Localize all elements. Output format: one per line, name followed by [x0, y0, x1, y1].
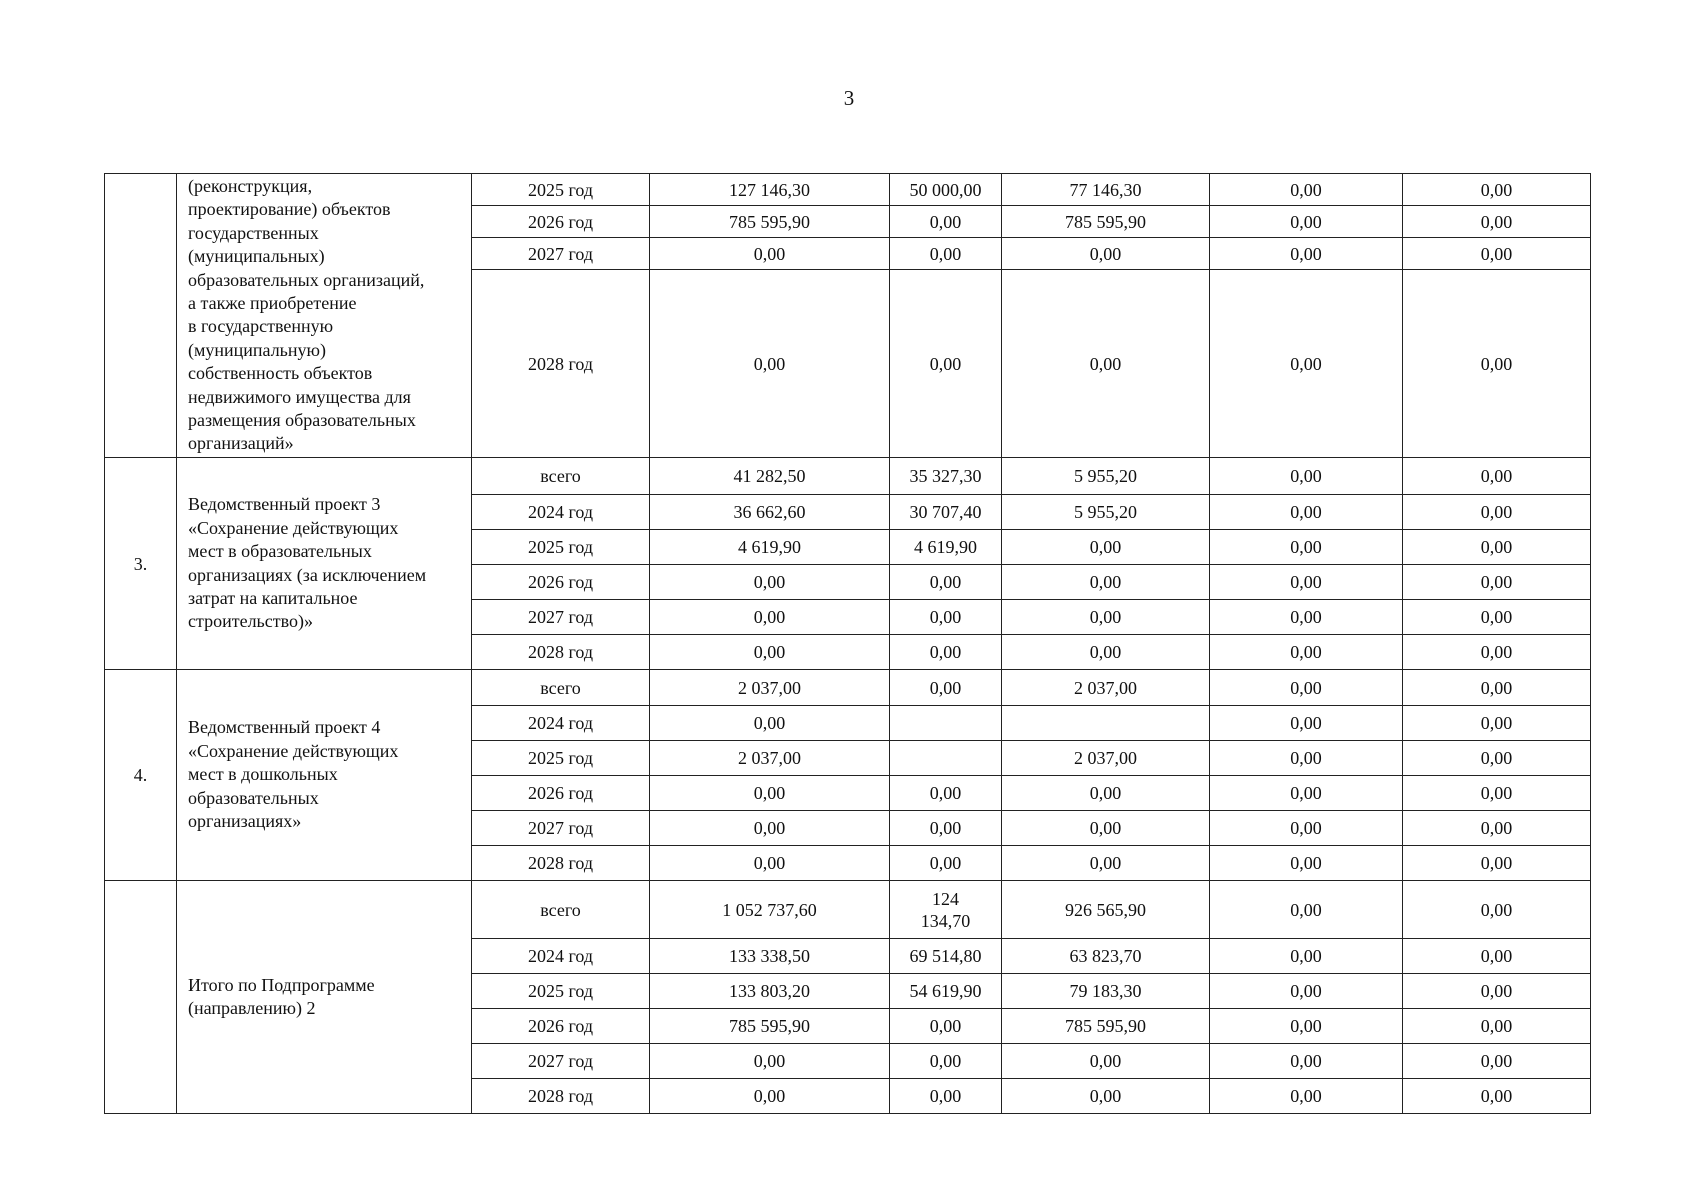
value-cell: 0,00 [1210, 974, 1403, 1009]
value-line: 124 [932, 888, 959, 909]
period-cell: 2027 год [472, 811, 650, 846]
value-cell: 0,00 [1403, 458, 1591, 495]
item-name-line: организациях (за исключением [188, 564, 427, 585]
value-cell: 0,00 [890, 1079, 1002, 1114]
value-cell: 79 183,30 [1002, 974, 1210, 1009]
value-cell: 785 595,90 [1002, 1009, 1210, 1044]
item-name-line: недвижимого имущества для [188, 386, 411, 407]
value-cell: 0,00 [1210, 600, 1403, 635]
value-cell: 0,00 [1403, 635, 1591, 670]
period-cell: 2028 год [472, 846, 650, 881]
value-cell: 0,00 [890, 270, 1002, 458]
value-cell: 0,00 [1403, 706, 1591, 741]
value-cell: 63 823,70 [1002, 939, 1210, 974]
value-cell [1002, 706, 1210, 741]
period-cell: 2025 год [472, 174, 650, 206]
total-cell: 4 619,90 [650, 530, 890, 565]
value-cell: 0,00 [890, 238, 1002, 270]
item-name-line: образовательных организаций, [188, 269, 425, 290]
value-cell: 4 619,90 [890, 530, 1002, 565]
value-cell: 0,00 [890, 670, 1002, 706]
value-cell: 0,00 [1403, 1079, 1591, 1114]
value-cell: 0,00 [890, 1044, 1002, 1079]
table-group [105, 881, 1591, 1114]
item-name-line: организаций» [188, 433, 294, 454]
value-cell: 0,00 [1210, 1009, 1403, 1044]
value-cell: 0,00 [1403, 974, 1591, 1009]
value-cell: 0,00 [1210, 635, 1403, 670]
table-row [105, 174, 1591, 206]
period-cell: 2025 год [472, 741, 650, 776]
item-name-line: (направлению) 2 [188, 998, 316, 1018]
value-cell: 0,00 [1403, 206, 1591, 238]
total-cell: 785 595,90 [650, 1009, 890, 1044]
total-cell: 0,00 [650, 270, 890, 458]
table-row [105, 458, 1591, 495]
value-cell: 0,00 [1403, 565, 1591, 600]
total-cell: 36 662,60 [650, 495, 890, 530]
period-cell: 2028 год [472, 1079, 650, 1114]
total-cell: 0,00 [650, 1079, 890, 1114]
period-cell: 2024 год [472, 939, 650, 974]
value-cell: 0,00 [890, 600, 1002, 635]
period-cell: всего [472, 458, 650, 495]
period-cell: 2026 год [472, 565, 650, 600]
value-cell: 0,00 [1403, 776, 1591, 811]
period-cell: 2026 год [472, 1009, 650, 1044]
value-cell: 0,00 [1210, 881, 1403, 939]
value-cell: 0,00 [1002, 635, 1210, 670]
item-number-cell: 3. [105, 458, 177, 670]
value-cell: 50 000,00 [890, 174, 1002, 206]
period-cell: 2025 год [472, 530, 650, 565]
table-group [105, 458, 1591, 670]
table-group [105, 670, 1591, 881]
total-cell: 41 282,50 [650, 458, 890, 495]
total-cell: 0,00 [650, 238, 890, 270]
total-cell: 785 595,90 [650, 206, 890, 238]
item-name-line: государственных [188, 222, 319, 243]
item-number-cell: 4. [105, 670, 177, 881]
total-cell: 0,00 [650, 776, 890, 811]
total-cell: 0,00 [650, 706, 890, 741]
value-line: 134,70 [920, 910, 971, 931]
value-cell: 0,00 [1210, 1044, 1403, 1079]
item-name-line: (реконструкция, [188, 176, 313, 196]
value-cell: 0,00 [1002, 846, 1210, 881]
value-cell: 0,00 [1403, 530, 1591, 565]
item-name-line: образовательных [188, 787, 319, 808]
value-cell: 0,00 [1403, 939, 1591, 974]
value-cell: 2 037,00 [1002, 741, 1210, 776]
value-cell: 0,00 [1210, 530, 1403, 565]
item-name-line: Ведомственный проект 3 [188, 494, 381, 515]
value-cell: 0,00 [1210, 846, 1403, 881]
item-name-line: «Сохранение действующих [188, 517, 399, 538]
value-cell: 2 037,00 [1002, 670, 1210, 706]
value-cell: 785 595,90 [1002, 206, 1210, 238]
value-cell: 0,00 [890, 565, 1002, 600]
value-cell: 77 146,30 [1002, 174, 1210, 206]
total-cell: 0,00 [650, 811, 890, 846]
value-cell [890, 706, 1002, 741]
value-cell: 0,00 [1002, 1044, 1210, 1079]
total-cell: 1 052 737,60 [650, 881, 890, 939]
value-cell: 0,00 [1002, 1079, 1210, 1114]
item-name-line: мест в дошкольных [188, 764, 338, 785]
item-name-cell [177, 881, 472, 1114]
total-cell: 0,00 [650, 635, 890, 670]
item-name-line: Ведомственный проект 4 [188, 717, 381, 738]
value-cell: 0,00 [1210, 565, 1403, 600]
value-cell: 0,00 [890, 1009, 1002, 1044]
value-cell: 0,00 [1002, 530, 1210, 565]
period-cell: всего [472, 881, 650, 939]
value-cell: 0,00 [1002, 811, 1210, 846]
value-cell: 0,00 [1210, 1079, 1403, 1114]
value-cell: 0,00 [890, 635, 1002, 670]
total-cell: 0,00 [650, 846, 890, 881]
value-cell: 0,00 [890, 206, 1002, 238]
value-cell [890, 741, 1002, 776]
value-cell: 0,00 [1403, 1009, 1591, 1044]
value-cell: 0,00 [1210, 939, 1403, 974]
total-cell: 0,00 [650, 1044, 890, 1079]
item-name-line: «Сохранение действующих [188, 740, 399, 761]
value-cell: 0,00 [1403, 811, 1591, 846]
period-cell: всего [472, 670, 650, 706]
period-cell: 2024 год [472, 495, 650, 530]
item-name-cell [177, 174, 472, 458]
item-number-cell [105, 881, 177, 1114]
value-cell: 0,00 [1403, 741, 1591, 776]
period-cell: 2028 год [472, 270, 650, 458]
value-cell: 0,00 [1210, 458, 1403, 495]
value-cell: 5 955,20 [1002, 458, 1210, 495]
value-cell: 0,00 [1403, 174, 1591, 206]
period-cell: 2026 год [472, 206, 650, 238]
period-cell: 2025 год [472, 974, 650, 1009]
table-row [105, 670, 1591, 706]
item-name-line: проектирование) объектов [188, 199, 391, 220]
total-cell: 0,00 [650, 600, 890, 635]
value-cell: 0,00 [1210, 270, 1403, 458]
total-cell: 2 037,00 [650, 670, 890, 706]
value-cell: 5 955,20 [1002, 495, 1210, 530]
value-cell [890, 881, 1002, 939]
item-name-line: организациях» [188, 811, 302, 832]
item-name-line: мест в образовательных [188, 541, 372, 562]
table-row [105, 881, 1591, 939]
table-group [105, 174, 1591, 458]
item-name-cell [177, 670, 472, 881]
value-cell: 0,00 [890, 846, 1002, 881]
period-cell: 2027 год [472, 600, 650, 635]
item-name-line: (муниципальную) [188, 339, 326, 360]
value-cell: 0,00 [890, 776, 1002, 811]
total-cell: 133 338,50 [650, 939, 890, 974]
item-name-line: затрат на капитальное [188, 587, 358, 608]
value-cell: 0,00 [1210, 741, 1403, 776]
value-cell: 0,00 [1403, 670, 1591, 706]
value-cell: 0,00 [1002, 565, 1210, 600]
total-cell: 0,00 [650, 565, 890, 600]
period-cell: 2026 год [472, 776, 650, 811]
value-cell: 35 327,30 [890, 458, 1002, 495]
period-cell: 2024 год [472, 706, 650, 741]
value-cell: 0,00 [1403, 881, 1591, 939]
item-name-line: собственность объектов [188, 363, 373, 384]
total-cell: 2 037,00 [650, 741, 890, 776]
item-name-line: Итого по Подпрограмме [188, 974, 375, 995]
page-number: 3 [843, 86, 855, 110]
item-name-cell [177, 458, 472, 670]
value-cell: 54 619,90 [890, 974, 1002, 1009]
budget-table [104, 173, 1591, 1114]
item-name-line: в государственную [188, 316, 334, 337]
value-cell: 0,00 [1210, 811, 1403, 846]
item-name-line: строительство)» [188, 611, 313, 632]
value-cell: 0,00 [1403, 846, 1591, 881]
value-cell: 0,00 [1403, 600, 1591, 635]
value-cell: 0,00 [1403, 1044, 1591, 1079]
value-cell: 69 514,80 [890, 939, 1002, 974]
value-cell: 0,00 [1002, 776, 1210, 811]
total-cell: 127 146,30 [650, 174, 890, 206]
value-cell: 0,00 [1210, 776, 1403, 811]
period-cell: 2027 год [472, 1044, 650, 1079]
value-cell: 0,00 [1403, 270, 1591, 458]
item-name-line: размещения образовательных [188, 410, 416, 431]
value-cell: 0,00 [1403, 495, 1591, 530]
value-cell: 0,00 [1210, 174, 1403, 206]
value-cell: 0,00 [1002, 238, 1210, 270]
item-number-cell [105, 174, 177, 458]
value-cell: 926 565,90 [1002, 881, 1210, 939]
value-cell: 0,00 [890, 811, 1002, 846]
value-cell: 0,00 [1210, 206, 1403, 238]
value-cell: 0,00 [1210, 238, 1403, 270]
value-cell: 0,00 [1210, 706, 1403, 741]
value-cell: 0,00 [1210, 495, 1403, 530]
total-cell: 133 803,20 [650, 974, 890, 1009]
item-name-line: а также приобретение [188, 293, 357, 314]
value-cell: 0,00 [1210, 670, 1403, 706]
item-name-line: (муниципальных) [188, 246, 325, 267]
value-cell: 30 707,40 [890, 495, 1002, 530]
value-cell: 0,00 [1002, 270, 1210, 458]
period-cell: 2027 год [472, 238, 650, 270]
value-cell: 0,00 [1002, 600, 1210, 635]
period-cell: 2028 год [472, 635, 650, 670]
value-cell: 0,00 [1403, 238, 1591, 270]
